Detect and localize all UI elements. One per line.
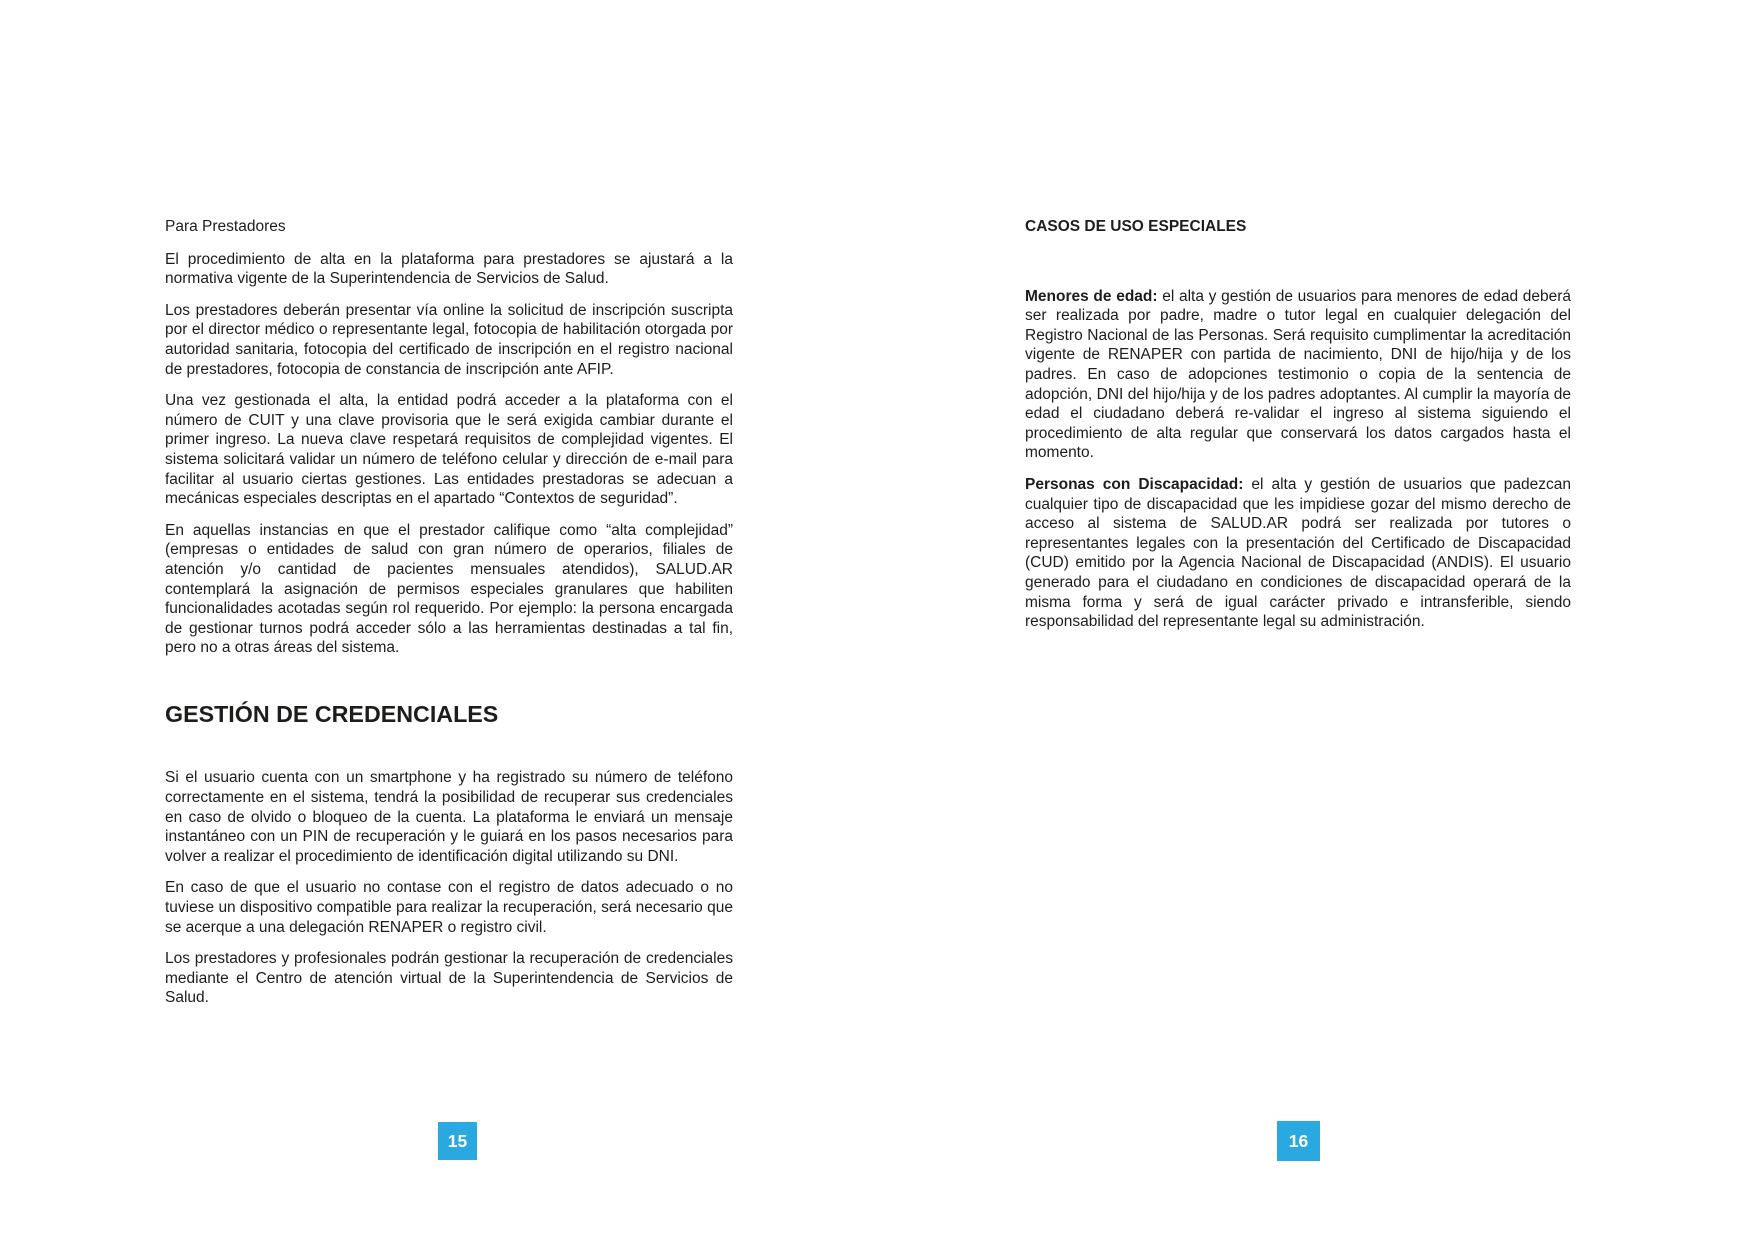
page-number-badge-15: 15: [438, 1122, 477, 1160]
paragraph-lead: Menores de edad:: [1025, 287, 1158, 305]
paragraph: El procedimiento de alta en la plataforma para prestadores se ajustará a la normativa vigente de la Superintendencia de Servicios de Salud.: [165, 250, 733, 288]
section-heading-gestion-de-credenciales: GESTIÓN DE CREDENCIALES: [165, 700, 499, 727]
paragraph: Los prestadores y profesionales podrán gestionar la recuperación de credenciales mediante el Centro de atención virtual de la Superintendencia de Servicios de Salud.: [165, 950, 733, 1007]
paragraph-menores-de-edad: [1025, 287, 1571, 463]
paragraph-body: el alta y gestión de usuarios que padezcan cualquier tipo de discapacidad que les impidiese gozar del mismo derecho de acceso al sistema de SALUD.AR podrá ser realizada por tutores o representantes legales con la presentación del Certificado de Discapacidad (CUD) emitido por la Agencia Nacional de Discapacidad (ANDIS). El usuario generado para el ciudadano en condiciones de discapacidad operará de la misma forma y será de igual carácter privado e intransferible, siendo responsabilidad del representante legal su administración.: [1025, 475, 1571, 631]
paragraph-body: el alta y gestión de usuarios para menores de edad deberá ser realizada por padre, madre o tutor legal en cualquier delegación del Registro Nacional de las Personas. Será requisito cumplimentar la acreditación vigente de RENAPER con partida de nacimiento, DNI de hijo/hija y de los padres. En caso de adopciones testimonio o copia de la sentencia de adopción, DNI del hijo/hija y de los padres adoptantes. Al cumplir la mayoría de edad el ciudadano deberá re-validar el ingreso al sistema siguiendo el procedimiento de alta regular que conservará los datos cargados hasta el momento.: [1025, 287, 1572, 462]
paragraph-lead: Personas con Discapacidad:: [1025, 475, 1244, 493]
paragraph: En caso de que el usuario no contase con el registro de datos adecuado o no tuviese un dispositivo compatible para realizar la recuperación, será necesario que se acerque a una delegación RENAPER o registro civil.: [165, 879, 733, 936]
page-left-column: [165, 217, 733, 1020]
paragraph: Los prestadores deberán presentar vía online la solicitud de inscripción suscripta por el director médico o representante legal, fotocopia de habilitación otorgada por autoridad sanitaria, fotocopia del certificado de inscripción en el registro nacional de prestadores, fotocopia de constancia de inscripción ante AFIP.: [165, 301, 733, 378]
paragraph: Una vez gestionada el alta, la entidad podrá acceder a la plataforma con el número de CUIT y una clave provisoria que le será exigida cambiar durante el primer ingreso. La nueva clave respetará requisitos de complejidad vigentes. El sistema solicitará validar un número de teléfono celular y dirección de e-mail para facilitar al usuario ciertas gestiones. Las entidades prestadoras se adecuan a mecánicas especiales descriptas en el apartado “Contextos de seguridad”.: [165, 392, 733, 508]
paragraph: Si el usuario cuenta con un smartphone y ha registrado su número de teléfono correctamente en el sistema, tendrá la posibilidad de recuperar sus credenciales en caso de olvido o bloqueo de la cuenta. La plataforma le enviará un mensaje instantáneo con un PIN de recuperación y le guiará en los pasos necesarios para volver a realizar el procedimiento de identificación digital utilizando su DNI.: [165, 769, 733, 865]
paragraph: En aquellas instancias en que el prestador califique como “alta complejidad” (empresas o entidades de salud con gran número de operarios, filiales de atención y/o cantidad de pacientes mensuales atendidos), SALUD.AR contemplará la asignación de permisos especiales granulares que habiliten funcionalidades acotadas según rol requerido. Por ejemplo: la persona encargada de gestionar turnos podrá acceder sólo a las herramientas destinadas a tal fin, pero no a otras áreas del sistema.: [165, 521, 733, 657]
page-number-badge-16: 16: [1277, 1121, 1320, 1161]
section-heading-para-prestadores: Para Prestadores: [165, 218, 286, 235]
section-heading-casos-de-uso-especiales: CASOS DE USO ESPECIALES: [1025, 218, 1247, 235]
page-right-column: [1025, 217, 1571, 644]
paragraph-personas-con-discapacidad: [1025, 475, 1571, 632]
